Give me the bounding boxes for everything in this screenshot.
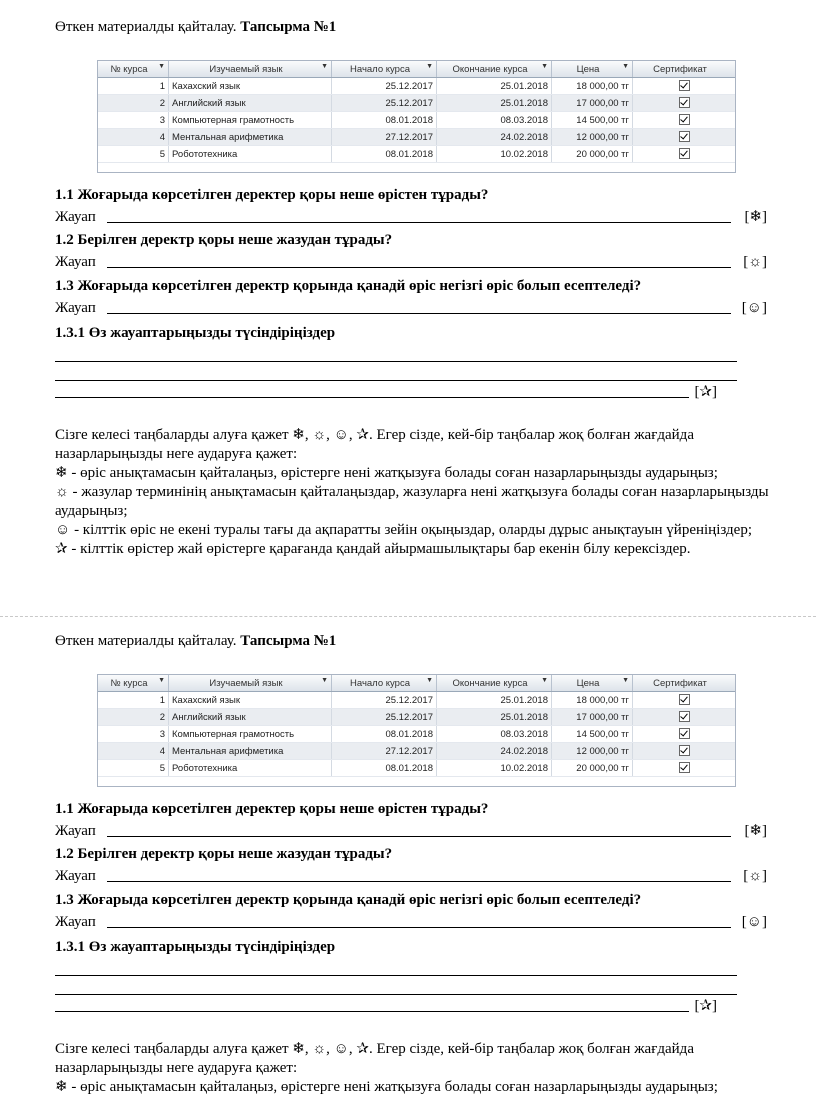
column-header-start[interactable]: Начало курса ▼ bbox=[332, 675, 437, 692]
sun-symbol: [☼] bbox=[743, 254, 767, 270]
certificate-checkbox[interactable] bbox=[679, 148, 690, 159]
certificate-checkbox[interactable] bbox=[679, 97, 690, 108]
certificate-checkbox[interactable] bbox=[679, 745, 690, 756]
dropdown-arrow-icon: ▼ bbox=[321, 63, 328, 70]
instruction-smiley: ☺ - кілттік өріс не екені туралы тағы да ақпаратты зейін оқыңыздар, оларды дұрыс анықтауын үйреніңіздер; bbox=[55, 522, 752, 538]
table-row[interactable]: 3 Компьютерная грамотность 08.01.2018 08.03.2018 14 500,00 тг bbox=[98, 726, 735, 743]
table-blank-area bbox=[98, 163, 735, 172]
question-1-2: 1.2 Берілген деректр қоры неше жазудан тұрады? bbox=[55, 232, 393, 248]
answer-line-4[interactable] bbox=[55, 383, 717, 401]
question-1-2: 1.2 Берілген деректр қоры неше жазудан тұрады? bbox=[55, 846, 393, 862]
table-row[interactable]: 4 Ментальная арифметика 27.12.2017 24.02.2018 12 000,00 тг bbox=[98, 743, 735, 760]
table-blank-area bbox=[98, 777, 735, 786]
sun-symbol: [☼] bbox=[743, 868, 767, 884]
blank-answer-line[interactable] bbox=[55, 975, 737, 976]
answer-line-4[interactable] bbox=[55, 997, 717, 1015]
blank-answer-line[interactable] bbox=[55, 361, 737, 362]
table-row[interactable]: 2 Английский язык 25.12.2017 25.01.2018 17 000,00 тг bbox=[98, 709, 735, 726]
answer-line-2[interactable]: Жауап [☼] bbox=[55, 868, 767, 884]
smiley-symbol: [☺] bbox=[741, 914, 767, 930]
task-header: Өткен материалды қайталау. Тапсырма №1 bbox=[55, 633, 337, 649]
column-header-price[interactable]: Цена ▼ bbox=[552, 675, 633, 692]
question-1-1: 1.1 Жоғарыда көрсетілген деректер қоры неше өрістен тұрады? bbox=[55, 801, 489, 817]
dropdown-arrow-icon: ▼ bbox=[426, 677, 433, 684]
table-row[interactable]: 1 Кахахский язык 25.12.2017 25.01.2018 18 000,00 тг bbox=[98, 692, 735, 709]
page-divider bbox=[0, 616, 816, 617]
dropdown-arrow-icon: ▼ bbox=[622, 677, 629, 684]
table-row[interactable]: 4 Ментальная арифметика 27.12.2017 24.02.2018 12 000,00 тг bbox=[98, 129, 735, 146]
instruction-snowflake: ❄ - өріс анықтамасын қайталаңыз, өрістерге нені жатқызуға болады соған назарларыңызды аударыңыз; bbox=[55, 1079, 718, 1095]
dropdown-arrow-icon: ▼ bbox=[541, 677, 548, 684]
column-header-certificate[interactable]: Сертификат bbox=[633, 61, 736, 78]
column-header-language[interactable]: Изучаемый язык ▼ bbox=[169, 61, 332, 78]
courses-table bbox=[97, 60, 736, 173]
blank-answer-line[interactable] bbox=[55, 380, 737, 381]
answer-line-3[interactable]: Жауап [☺] bbox=[55, 300, 767, 316]
table-row[interactable]: 2 Английский язык 25.12.2017 25.01.2018 17 000,00 тг bbox=[98, 95, 735, 112]
instructions-intro: Сізге келесі таңбаларды алуға қажет ❄, ☼, ☺, ✰. Егер сізде, кей-бір таңбалар жоқ болған жағдайда назарларыңызды неге аударуға қажет: bbox=[55, 427, 694, 462]
dropdown-arrow-icon: ▼ bbox=[426, 63, 433, 70]
smiley-symbol: [☺] bbox=[741, 300, 767, 316]
certificate-checkbox[interactable] bbox=[679, 80, 690, 91]
column-header-number[interactable]: № курса ▼ bbox=[98, 675, 169, 692]
column-header-end[interactable]: Окончание курса ▼ bbox=[437, 675, 552, 692]
courses-table bbox=[97, 674, 736, 787]
dropdown-arrow-icon: ▼ bbox=[321, 677, 328, 684]
column-header-price[interactable]: Цена ▼ bbox=[552, 61, 633, 78]
table-row[interactable]: 5 Робототехника 08.01.2018 10.02.2018 20 000,00 тг bbox=[98, 760, 735, 777]
question-1-1: 1.1 Жоғарыда көрсетілген деректер қоры неше өрістен тұрады? bbox=[55, 187, 489, 203]
snowflake-symbol: [❄] bbox=[744, 209, 767, 225]
certificate-checkbox[interactable] bbox=[679, 762, 690, 773]
instructions bbox=[55, 426, 770, 559]
question-1-3: 1.3 Жоғарыда көрсетілген деректр қорында қанадй өріс негізгі өріс болып есептеледі? bbox=[55, 278, 642, 294]
certificate-checkbox[interactable] bbox=[679, 131, 690, 142]
star-symbol: [✰] bbox=[694, 998, 717, 1014]
column-header-end[interactable]: Окончание курса ▼ bbox=[437, 61, 552, 78]
task-header: Өткен материалды қайталау. Тапсырма №1 bbox=[55, 19, 337, 35]
column-header-language[interactable]: Изучаемый язык ▼ bbox=[169, 675, 332, 692]
answer-line-1[interactable]: Жауап [❄] bbox=[55, 823, 767, 839]
dropdown-arrow-icon: ▼ bbox=[158, 63, 165, 70]
question-1-3: 1.3 Жоғарыда көрсетілген деректр қорында қанадй өріс негізгі өріс болып есептеледі? bbox=[55, 892, 642, 908]
column-header-certificate[interactable]: Сертификат bbox=[633, 675, 736, 692]
instructions-intro: Сізге келесі таңбаларды алуға қажет ❄, ☼, ☺, ✰. Егер сізде, кей-бір таңбалар жоқ болған жағдайда назарларыңызды неге аударуға қажет: bbox=[55, 1041, 694, 1076]
answer-line-1[interactable]: Жауап [❄] bbox=[55, 209, 767, 225]
table-row[interactable]: 1 Кахахский язык 25.12.2017 25.01.2018 18 000,00 тг bbox=[98, 78, 735, 95]
question-1-3-1: 1.3.1 Өз жауаптарыңызды түсіндіріңіздер bbox=[55, 939, 336, 955]
certificate-checkbox[interactable] bbox=[679, 694, 690, 705]
instruction-sun: ☼ - жазулар терминінің анықтамасын қайталаңыздар, жазуларға нені жатқызуға болады соған назарларыңызды аударыңыз; bbox=[55, 484, 769, 519]
answer-line-3[interactable]: Жауап [☺] bbox=[55, 914, 767, 930]
instructions bbox=[55, 1040, 770, 1097]
blank-answer-line[interactable] bbox=[55, 994, 737, 995]
column-header-start[interactable]: Начало курса ▼ bbox=[332, 61, 437, 78]
certificate-checkbox[interactable] bbox=[679, 114, 690, 125]
table-row[interactable]: 3 Компьютерная грамотность 08.01.2018 08.03.2018 14 500,00 тг bbox=[98, 112, 735, 129]
star-symbol: [✰] bbox=[694, 384, 717, 400]
instruction-snowflake: ❄ - өріс анықтамасын қайталаңыз, өрістерге нені жатқызуға болады соған назарларыңызды аударыңыз; bbox=[55, 465, 718, 481]
instruction-star: ✰ - кілттік өрістер жай өрістерге қарағанда қандай айырмашылықтары бар екенін білу керексіздер. bbox=[55, 541, 691, 557]
table-row[interactable]: 5 Робототехника 08.01.2018 10.02.2018 20 000,00 тг bbox=[98, 146, 735, 163]
snowflake-symbol: [❄] bbox=[744, 823, 767, 839]
certificate-checkbox[interactable] bbox=[679, 711, 690, 722]
dropdown-arrow-icon: ▼ bbox=[622, 63, 629, 70]
dropdown-arrow-icon: ▼ bbox=[158, 677, 165, 684]
question-1-3-1: 1.3.1 Өз жауаптарыңызды түсіндіріңіздер bbox=[55, 325, 336, 341]
certificate-checkbox[interactable] bbox=[679, 728, 690, 739]
dropdown-arrow-icon: ▼ bbox=[541, 63, 548, 70]
column-header-number[interactable]: № курса ▼ bbox=[98, 61, 169, 78]
answer-line-2[interactable]: Жауап [☼] bbox=[55, 254, 767, 270]
